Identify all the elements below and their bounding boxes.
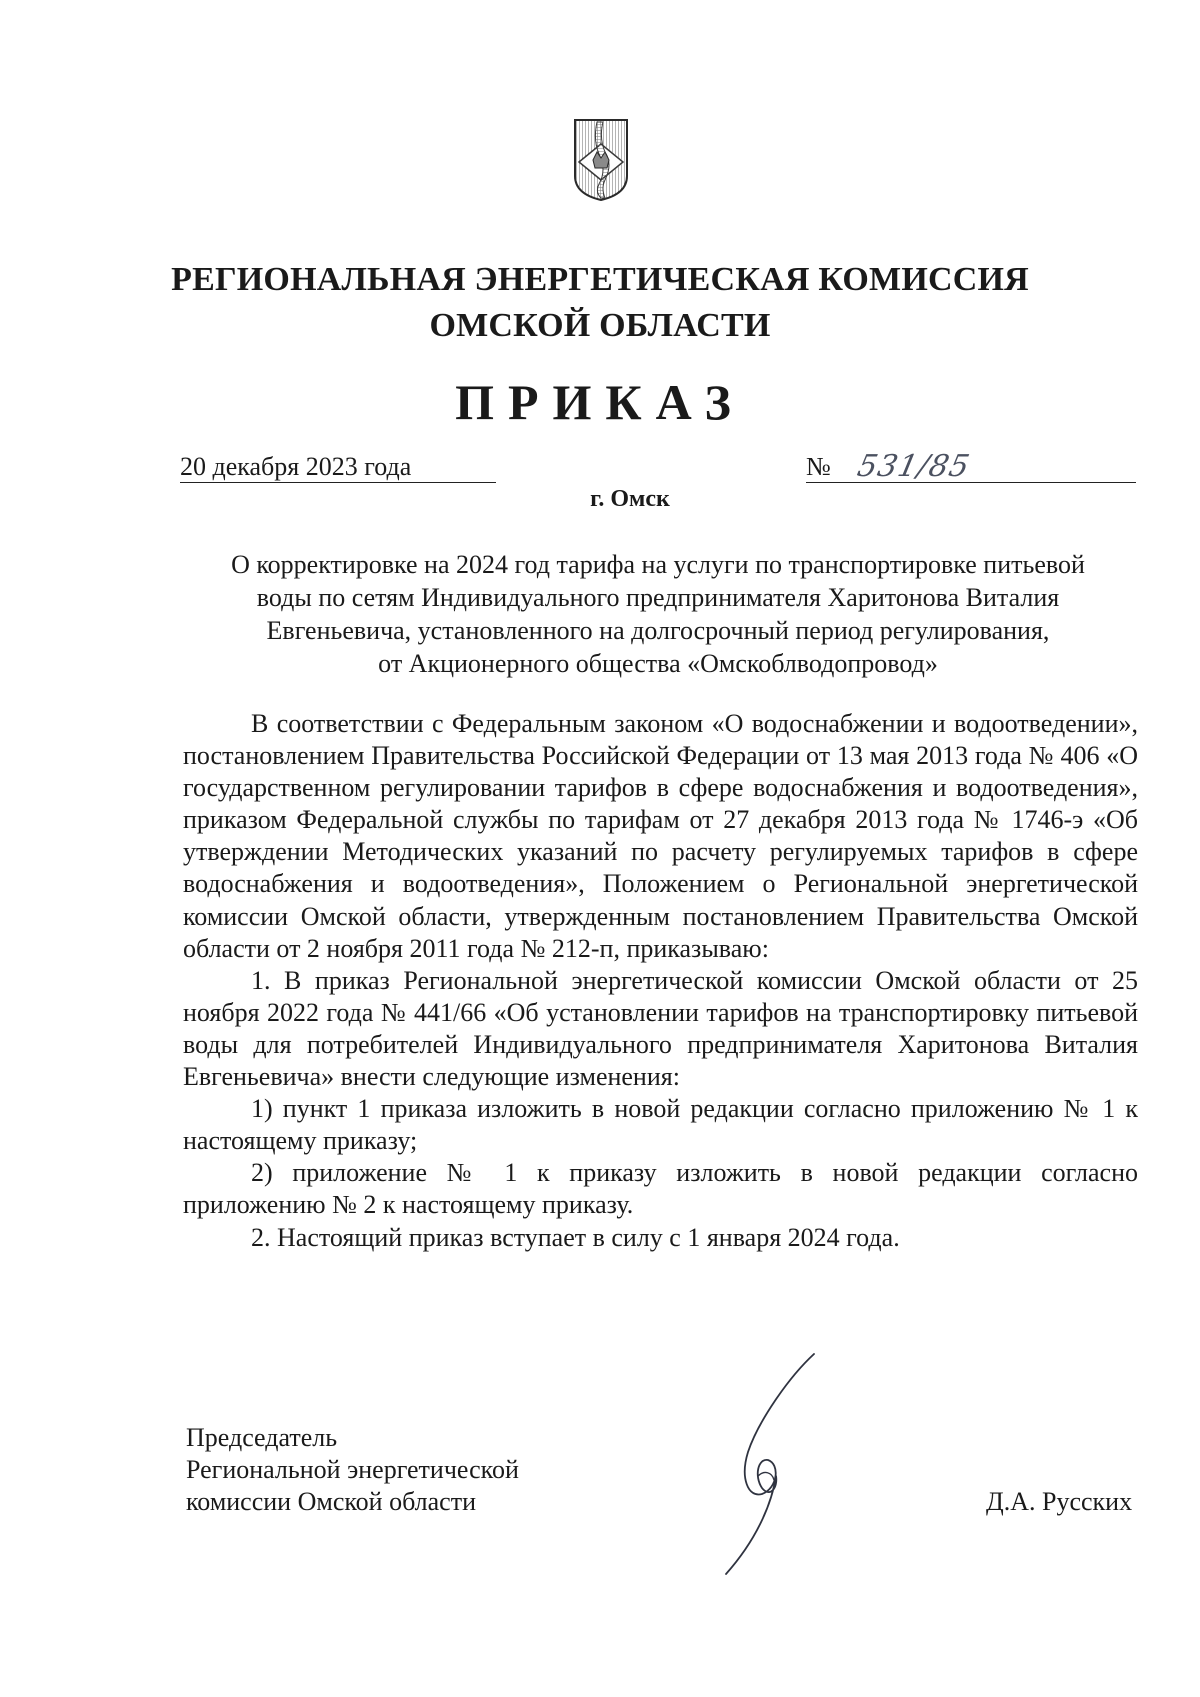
document-subject: [180, 548, 1136, 680]
signer-title-line: Региональной энергетической: [186, 1455, 519, 1484]
body-paragraph-preamble: В соответствии с Федеральным законом «О водоснабжении и водоотведении», постановлением Правительства Российской Федерации от 13 мая 2013 года № 406 «О государственном регулировании тарифов в сфере водоснабжения и водоотведения», приказом Федеральной службы по тарифам от 27 декабря 2013 года № 1746-э «Об утверждении Методических указаний по расчету регулируемых тарифов в сфере водоснабжения и водоотведения», Положением о Региональной энергетической комиссии Омской области, утвержденным постановлением Правительства Омской области от 2 ноября 2011 года № 212-п, приказываю:: [183, 709, 1138, 963]
body-paragraph-subitem-2: 2) приложение № 1 к приказу изложить в новой редакции согласно приложению № 2 к настоящему приказу.: [183, 1158, 1138, 1220]
body-paragraph-subitem-1: 1) пункт 1 приказа изложить в новой редакции согласно приложению № 1 к настоящему приказу;: [183, 1094, 1138, 1156]
body-paragraph-item-1: 1. В приказ Региональной энергетической комиссии Омской области от 25 ноября 2022 года № 441/66 «Об установлении тарифов на транспортировку питьевой воды для потребителей Индивидуального предпринимателя Харитонова Виталия Евгеньевича» внести следующие изменения:: [183, 965, 1138, 1092]
coat-of-arms-icon: [573, 118, 629, 202]
document-date: 20 декабря 2023 года: [180, 452, 496, 483]
signer-title-line: комиссии Омской области: [186, 1487, 476, 1516]
subject-line: воды по сетям Индивидуального предпринимателя Харитонова Виталия: [256, 583, 1060, 612]
signer-title: [186, 1422, 519, 1518]
document-city: г. Омск: [590, 486, 670, 512]
document-number-field: [806, 448, 1136, 483]
body-paragraph-item-2: 2. Настоящий приказ вступает в силу с 1 января 2024 года.: [251, 1222, 900, 1252]
number-sign: №: [806, 452, 831, 481]
org-title-line-2: ОМСКОЙ ОБЛАСТИ: [429, 307, 771, 344]
signer-name: Д.А. Русских: [986, 1487, 1133, 1516]
document-type: ПРИКАЗ: [455, 374, 745, 430]
signature-icon: [718, 1348, 828, 1578]
document-body: [183, 708, 1138, 1254]
document-number: 531/85: [854, 449, 974, 484]
org-title-line-1: РЕГИОНАЛЬНАЯ ЭНЕРГЕТИЧЕСКАЯ КОМИССИЯ: [171, 261, 1029, 298]
signer-title-line: Председатель: [186, 1423, 338, 1452]
subject-line: Евгеньевича, установленного на долгосрочный период регулирования,: [266, 616, 1050, 645]
subject-line: от Акционерного общества «Омскоблводопровод»: [378, 649, 938, 678]
subject-line: О корректировке на 2024 год тарифа на услуги по транспортировке питьевой: [231, 550, 1085, 579]
